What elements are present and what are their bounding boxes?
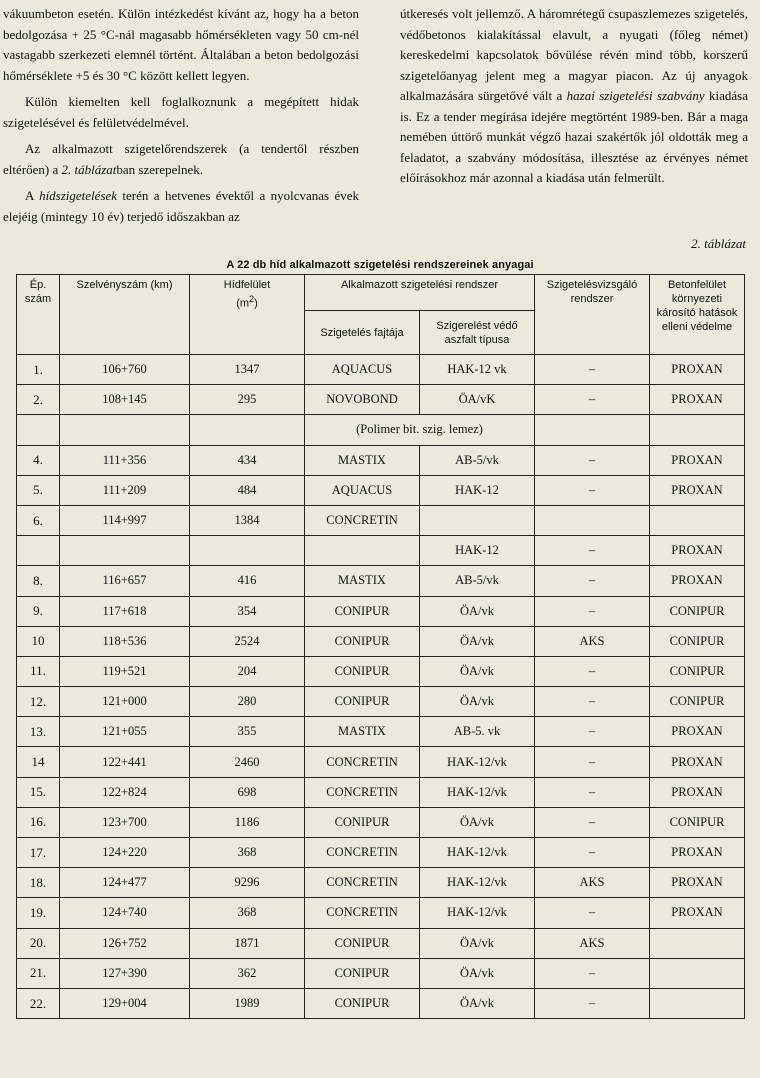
- table-row: [17, 355, 745, 385]
- cell-aszfalt-tipus: ÖA/vk: [420, 958, 535, 988]
- text-run: kiadása is. Ez a tender megírása idejére megtörtént 1989-ben. Bár a maga nemében úttörő munkát végző hazai szakértők jól oldották meg a feladatot, a szabvány módosítása, illesztése az érvényes német előírásokhoz már azonnal a kiadása után felmerült.: [400, 88, 749, 185]
- cell-szigeteles-fajta: CONCRETIN: [305, 777, 420, 807]
- header-szigeteles-fajtaja: Szigetelés fajtája: [305, 311, 420, 355]
- table-row: [17, 536, 745, 566]
- cell-beton-vedelem: CONIPUR: [650, 596, 745, 626]
- cell-szelvenyszam: 116+657: [60, 566, 190, 596]
- text-run: A: [25, 188, 40, 203]
- cell-aszfalt-tipus: HAK-12/vk: [420, 868, 535, 898]
- cell-ep-szam: 6.: [17, 505, 60, 535]
- table-row: [17, 807, 745, 837]
- empty-cell: [60, 415, 190, 445]
- cell-szigeteles-fajta: CONCRETIN: [305, 505, 420, 535]
- cell-vizsgalo: –: [535, 355, 650, 385]
- cell-vizsgalo: –: [535, 747, 650, 777]
- cell-aszfalt-tipus: HAK-12/vk: [420, 777, 535, 807]
- cell-aszfalt-tipus: HAK-12/vk: [420, 898, 535, 928]
- cell-aszfalt-tipus: HAK-12: [420, 475, 535, 505]
- paragraph: [3, 186, 359, 227]
- table-row: [17, 868, 745, 898]
- table-reference: 2. táblázat: [61, 161, 117, 177]
- cell-aszfalt-tipus: AB-5. vk: [420, 717, 535, 747]
- table-row: [17, 838, 745, 868]
- cell-szigeteles-fajta: NOVOBOND: [305, 385, 420, 415]
- cell-hidfelulet: 204: [190, 656, 305, 686]
- cell-vizsgalo: –: [535, 475, 650, 505]
- unit-close: ): [254, 297, 258, 310]
- cell-ep-szam: 9.: [17, 596, 60, 626]
- cell-beton-vedelem: PROXAN: [650, 717, 745, 747]
- cell-beton-vedelem: CONIPUR: [650, 687, 745, 717]
- cell-beton-vedelem: PROXAN: [650, 385, 745, 415]
- cell-beton-vedelem: [650, 505, 745, 535]
- cell-aszfalt-tipus: HAK-12: [420, 536, 535, 566]
- emphasis: hazai szigetelési szabvány: [566, 88, 705, 103]
- cell-szelvenyszam: 111+356: [60, 445, 190, 475]
- table-row: [17, 445, 745, 475]
- table-row: [17, 475, 745, 505]
- cell-ep-szam: 18.: [17, 868, 60, 898]
- cell-szigeteles-fajta: CONIPUR: [305, 626, 420, 656]
- cell-beton-vedelem: PROXAN: [650, 445, 745, 475]
- unit-open: (m: [236, 297, 250, 310]
- cell-aszfalt-tipus: [420, 505, 535, 535]
- cell-hidfelulet: 368: [190, 898, 305, 928]
- table-title: A 22 db híd alkalmazott szigetelési rendszereinek anyagai: [226, 259, 534, 271]
- header-ep-szam: Ép. szám: [17, 275, 60, 355]
- cell-beton-vedelem: PROXAN: [650, 838, 745, 868]
- cell-beton-vedelem: PROXAN: [650, 536, 745, 566]
- cell-aszfalt-tipus: ÖA/vk: [420, 626, 535, 656]
- table-row: [17, 928, 745, 958]
- cell-vizsgalo: AKS: [535, 928, 650, 958]
- cell-ep-szam: 11.: [17, 656, 60, 686]
- cell-szelvenyszam: 122+824: [60, 777, 190, 807]
- cell-szelvenyszam: 121+055: [60, 717, 190, 747]
- table-row: [17, 656, 745, 686]
- cell-vizsgalo: –: [535, 656, 650, 686]
- cell-vizsgalo: –: [535, 385, 650, 415]
- cell-hidfelulet: 355: [190, 717, 305, 747]
- cell-szigeteles-fajta: MASTIX: [305, 717, 420, 747]
- cell-ep-szam: 21.: [17, 958, 60, 988]
- header-aszfalt-tipusa: Szigerelést védő aszfalt típusa: [420, 311, 535, 355]
- cell-ep-szam: 5.: [17, 475, 60, 505]
- cell-szigeteles-fajta: AQUACUS: [305, 355, 420, 385]
- cell-hidfelulet: 1871: [190, 928, 305, 958]
- cell-aszfalt-tipus: HAK-12/vk: [420, 838, 535, 868]
- cell-vizsgalo: –: [535, 807, 650, 837]
- cell-hidfelulet: 2460: [190, 747, 305, 777]
- cell-vizsgalo: –: [535, 777, 650, 807]
- cell-szigeteles-fajta: CONCRETIN: [305, 868, 420, 898]
- empty-cell: [190, 415, 305, 445]
- paragraph: Külön kiemelten kell foglalkoznunk a megépített hidak szigetelésével és felületvédelmével.: [3, 94, 359, 130]
- unit-superscript: 2: [249, 294, 255, 304]
- right-text-column: [400, 4, 748, 189]
- table-row: [17, 505, 745, 535]
- cell-ep-szam: 16.: [17, 807, 60, 837]
- cell-ep-szam: 12.: [17, 687, 60, 717]
- cell-beton-vedelem: PROXAN: [650, 868, 745, 898]
- cell-hidfelulet: 1384: [190, 505, 305, 535]
- cell-beton-vedelem: CONIPUR: [650, 656, 745, 686]
- cell-szigeteles-fajta: CONIPUR: [305, 687, 420, 717]
- insulation-systems-table: [16, 274, 745, 1019]
- cell-szigeteles-fajta: CONCRETIN: [305, 898, 420, 928]
- cell-hidfelulet: 9296: [190, 868, 305, 898]
- cell-szelvenyszam: 111+209: [60, 475, 190, 505]
- table-row: [17, 777, 745, 807]
- cell-vizsgalo: AKS: [535, 626, 650, 656]
- cell-szelvenyszam: 124+220: [60, 838, 190, 868]
- cell-szelvenyszam: 127+390: [60, 958, 190, 988]
- cell-hidfelulet: 362: [190, 958, 305, 988]
- cell-ep-szam: [17, 536, 60, 566]
- paragraph: [3, 139, 359, 180]
- cell-beton-vedelem: PROXAN: [650, 747, 745, 777]
- table-number-label: 2. táblázat: [691, 236, 746, 251]
- cell-vizsgalo: AKS: [535, 868, 650, 898]
- text-run: útkeresés volt jellemző. A háromrétegű csupaszlemezes szigetelés, védőbetonos kialakítással elavult, a nyugati (főleg német) kereskedelmi kapcsolatok bővülése révén mind több, korszerű szigetelőanyag jelent meg a magyar piacon. Az új anyagok alkalmazására sürgetővé vált a: [400, 6, 748, 103]
- cell-szelvenyszam: 124+477: [60, 868, 190, 898]
- cell-ep-szam: 19.: [17, 898, 60, 928]
- table-row: [17, 958, 745, 988]
- table-row: [17, 626, 745, 656]
- cell-hidfelulet: [190, 536, 305, 566]
- cell-szelvenyszam: 129+004: [60, 988, 190, 1018]
- cell-aszfalt-tipus: AB-5/vk: [420, 566, 535, 596]
- cell-hidfelulet: 368: [190, 838, 305, 868]
- cell-szelvenyszam: 108+145: [60, 385, 190, 415]
- cell-szelvenyszam: 124+740: [60, 898, 190, 928]
- table-row: [17, 687, 745, 717]
- cell-szelvenyszam: 123+700: [60, 807, 190, 837]
- cell-aszfalt-tipus: HAK-12 vk: [420, 355, 535, 385]
- cell-aszfalt-tipus: ÖA/vk: [420, 687, 535, 717]
- cell-aszfalt-tipus: ÖA/vk: [420, 928, 535, 958]
- cell-szigeteles-fajta: CONIPUR: [305, 807, 420, 837]
- table-row: [17, 596, 745, 626]
- paragraph: [400, 4, 748, 189]
- header-alkalmazott-rendszer: Alkalmazott szigetelési rendszer: [305, 275, 535, 311]
- cell-szigeteles-fajta: CONIPUR: [305, 596, 420, 626]
- cell-hidfelulet: 484: [190, 475, 305, 505]
- cell-hidfelulet: 295: [190, 385, 305, 415]
- cell-vizsgalo: –: [535, 958, 650, 988]
- paragraph: vákuumbeton esetén. Külön intézkedést kívánt az, hogy ha a beton bedolgozása + 25 °C-nál magasabb hőmérsékleten vagy 50 cm-nél vastagabb szerkezeti elemnél történt. Általában a beton bedolgozási hőmérséklete +5 és 30 °C között kellett legyen.: [3, 6, 359, 83]
- cell-beton-vedelem: CONIPUR: [650, 807, 745, 837]
- cell-szelvenyszam: 119+521: [60, 656, 190, 686]
- cell-hidfelulet: 1989: [190, 988, 305, 1018]
- cell-note: (Polimer bit. szig. lemez): [305, 415, 535, 445]
- table-row: [17, 747, 745, 777]
- cell-szigeteles-fajta: [305, 536, 420, 566]
- cell-szelvenyszam: 118+536: [60, 626, 190, 656]
- cell-aszfalt-tipus: ÖA/vk: [420, 988, 535, 1018]
- cell-szelvenyszam: 114+997: [60, 505, 190, 535]
- cell-hidfelulet: 698: [190, 777, 305, 807]
- cell-ep-szam: 4.: [17, 445, 60, 475]
- cell-ep-szam: 22.: [17, 988, 60, 1018]
- cell-beton-vedelem: PROXAN: [650, 777, 745, 807]
- cell-szelvenyszam: 117+618: [60, 596, 190, 626]
- cell-ep-szam: 13.: [17, 717, 60, 747]
- cell-szelvenyszam: [60, 536, 190, 566]
- cell-ep-szam: 1.: [17, 355, 60, 385]
- table-row: [17, 898, 745, 928]
- cell-szigeteles-fajta: CONIPUR: [305, 656, 420, 686]
- cell-ep-szam: 15.: [17, 777, 60, 807]
- cell-aszfalt-tipus: ÖA/vk: [420, 656, 535, 686]
- cell-vizsgalo: –: [535, 566, 650, 596]
- header-szelvenyszam: Szelvényszám (km): [60, 275, 190, 355]
- cell-beton-vedelem: [650, 928, 745, 958]
- cell-beton-vedelem: PROXAN: [650, 475, 745, 505]
- cell-szigeteles-fajta: AQUACUS: [305, 475, 420, 505]
- table-row: [17, 566, 745, 596]
- left-text-column: [3, 4, 359, 227]
- cell-szelvenyszam: 121+000: [60, 687, 190, 717]
- cell-hidfelulet: 416: [190, 566, 305, 596]
- text-run: terén a hetvenes évektől a nyolcvanas évek elejéig (mintegy 10 év) terjedő időszakban az: [3, 188, 359, 224]
- cell-hidfelulet: 434: [190, 445, 305, 475]
- cell-aszfalt-tipus: HAK-12/vk: [420, 747, 535, 777]
- cell-ep-szam: 14: [17, 747, 60, 777]
- cell-beton-vedelem: [650, 988, 745, 1018]
- cell-szigeteles-fajta: MASTIX: [305, 445, 420, 475]
- header-vizsgalo-rendszer: Szigetelésvizsgáló rendszer: [535, 275, 650, 355]
- cell-aszfalt-tipus: ÖA/vk: [420, 596, 535, 626]
- cell-szigeteles-fajta: CONIPUR: [305, 958, 420, 988]
- cell-beton-vedelem: CONIPUR: [650, 626, 745, 656]
- header-betonfelulet-vedelem: Betonfelület környezeti károsító hatások elleni védelme: [650, 275, 745, 355]
- text-run: ban szerepelnek.: [116, 161, 203, 177]
- cell-aszfalt-tipus: ÖA/vk: [420, 807, 535, 837]
- cell-hidfelulet: 1347: [190, 355, 305, 385]
- cell-szelvenyszam: 122+441: [60, 747, 190, 777]
- cell-hidfelulet: 354: [190, 596, 305, 626]
- table-row: [17, 385, 745, 415]
- empty-cell: [17, 415, 60, 445]
- cell-szigeteles-fajta: CONIPUR: [305, 928, 420, 958]
- header-hidfelulet: [190, 275, 305, 355]
- text-run: Az alkalmazott szigetelőrendszerek (a tendertől részben eltérően) a: [3, 141, 359, 177]
- cell-szelvenyszam: 106+760: [60, 355, 190, 385]
- cell-ep-szam: 2.: [17, 385, 60, 415]
- cell-beton-vedelem: PROXAN: [650, 355, 745, 385]
- cell-beton-vedelem: PROXAN: [650, 898, 745, 928]
- cell-szigeteles-fajta: CONCRETIN: [305, 838, 420, 868]
- cell-szigeteles-fajta: CONIPUR: [305, 988, 420, 1018]
- cell-beton-vedelem: [650, 958, 745, 988]
- cell-vizsgalo: –: [535, 445, 650, 475]
- cell-szigeteles-fajta: MASTIX: [305, 566, 420, 596]
- cell-ep-szam: 10: [17, 626, 60, 656]
- cell-hidfelulet: 1186: [190, 807, 305, 837]
- empty-cell: [535, 415, 650, 445]
- cell-vizsgalo: –: [535, 536, 650, 566]
- cell-vizsgalo: [535, 505, 650, 535]
- cell-aszfalt-tipus: ÖA/vK: [420, 385, 535, 415]
- cell-vizsgalo: –: [535, 898, 650, 928]
- table-body: [17, 355, 745, 1019]
- cell-beton-vedelem: PROXAN: [650, 566, 745, 596]
- cell-ep-szam: 17.: [17, 838, 60, 868]
- table-row: [17, 717, 745, 747]
- emphasis: hídszigetelések: [39, 188, 118, 203]
- cell-hidfelulet: 280: [190, 687, 305, 717]
- cell-szelvenyszam: 126+752: [60, 928, 190, 958]
- header-hidfelulet-label: Hídfelület: [223, 279, 271, 291]
- cell-vizsgalo: –: [535, 687, 650, 717]
- cell-hidfelulet: 2524: [190, 626, 305, 656]
- cell-vizsgalo: –: [535, 717, 650, 747]
- empty-cell: [650, 415, 745, 445]
- cell-ep-szam: 8.: [17, 566, 60, 596]
- cell-vizsgalo: –: [535, 596, 650, 626]
- cell-szigeteles-fajta: CONCRETIN: [305, 747, 420, 777]
- cell-vizsgalo: –: [535, 988, 650, 1018]
- cell-aszfalt-tipus: AB-5/vk: [420, 445, 535, 475]
- cell-ep-szam: 20.: [17, 928, 60, 958]
- table-row: [17, 988, 745, 1018]
- cell-vizsgalo: –: [535, 838, 650, 868]
- table-row: [17, 415, 745, 445]
